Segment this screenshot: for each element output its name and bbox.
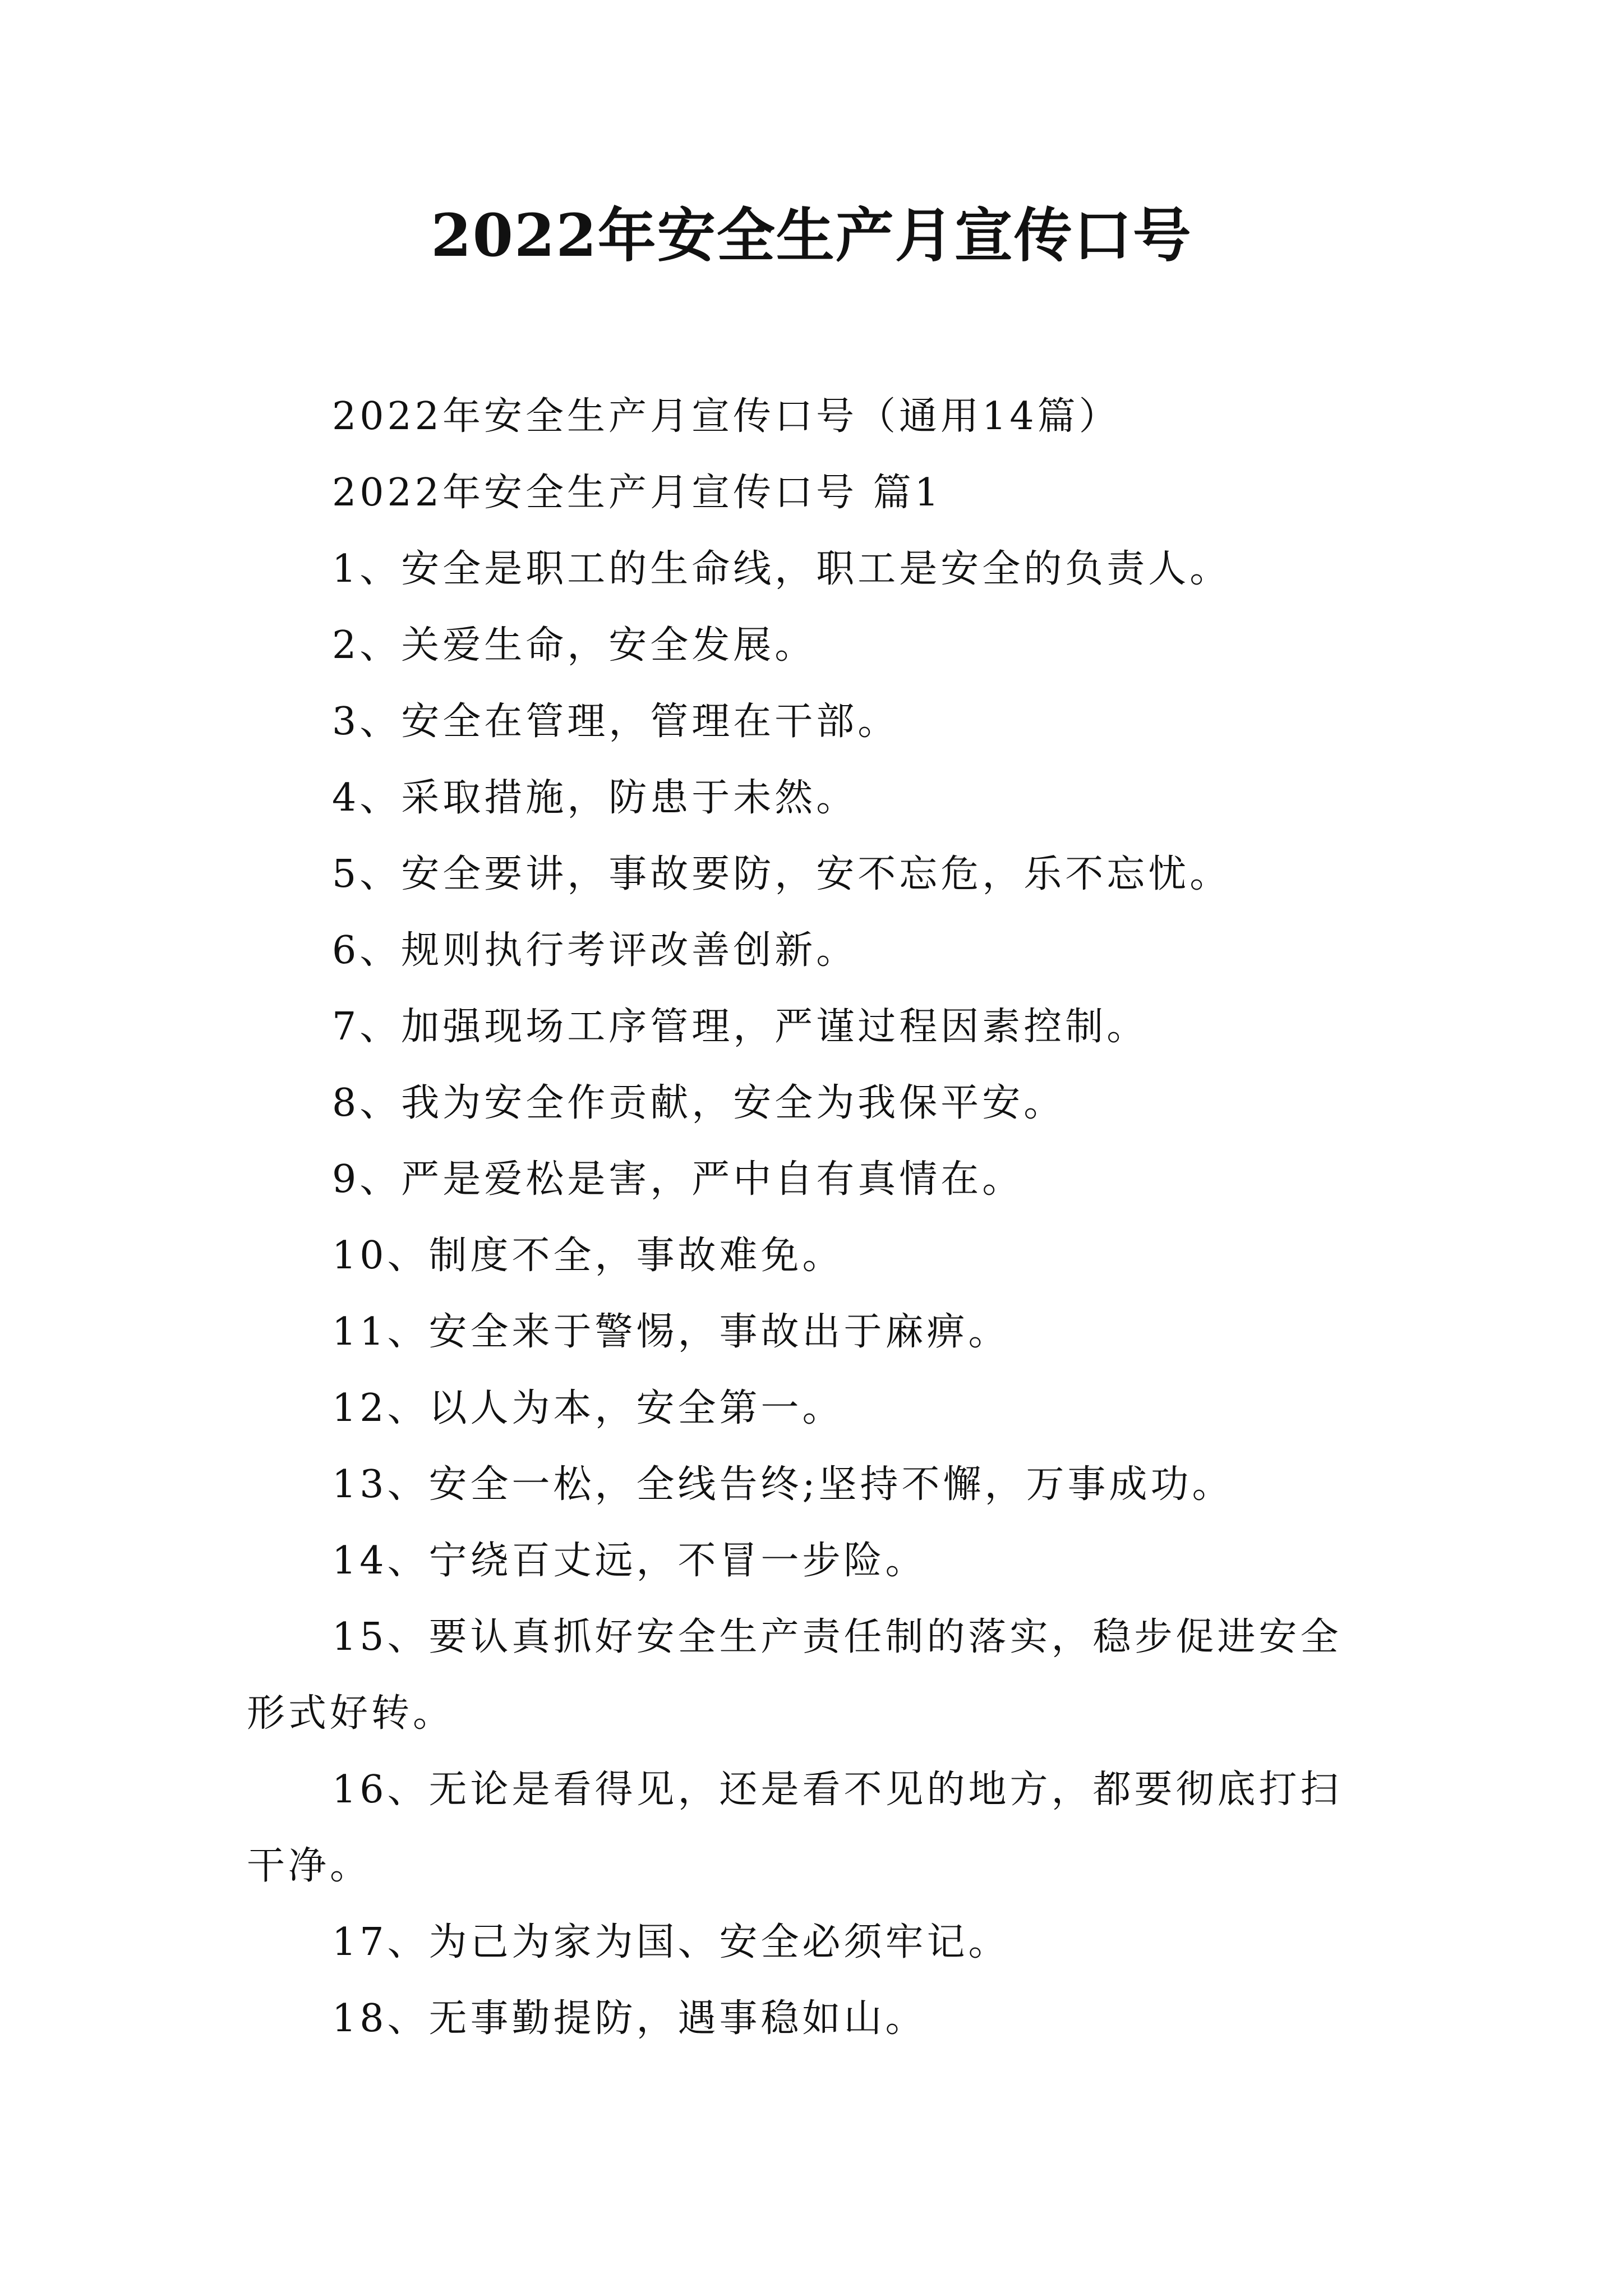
slogan-item: 6、规则执行考评改善创新。 [332, 928, 858, 973]
slogan-item: 2、关爱生命，安全发展。 [332, 623, 817, 668]
slogan-item: 13、安全一松，全线告终;坚持不懈，万事成功。 [332, 1462, 1234, 1507]
slogan-item: 5、安全要讲，事故要防，安不忘危，乐不忘忧。 [332, 852, 1232, 896]
slogan-item: 18、无事勤提防，遇事稳如山。 [332, 1996, 927, 2041]
paragraph-section-heading: 2022年安全生产月宣传口号 篇1 [332, 471, 942, 515]
slogan-item: 4、采取措施，防患于未然。 [332, 776, 858, 820]
slogan-item: 3、安全在管理，管理在干部。 [332, 700, 900, 744]
slogan-item: 10、制度不全，事故难免。 [332, 1234, 844, 1278]
slogan-item: 1、安全是职工的生命线，职工是安全的负责人。 [332, 547, 1232, 591]
paragraph-subtitle: 2022年安全生产月宣传口号（通用14篇） [332, 394, 1121, 439]
slogan-item: 15、要认真抓好安全生产责任制的落实，稳步促进安全形式好转。 [247, 1615, 1342, 1736]
slogan-item: 12、以人为本，安全第一。 [332, 1386, 844, 1430]
slogan-item: 9、严是爱松是害，严中自有真情在。 [332, 1157, 1024, 1202]
slogan-item: 11、安全来于警惕，事故出于麻痹。 [332, 1310, 1010, 1354]
slogan-item: 16、无论是看得见，还是看不见的地方，都要彻底打扫干净。 [247, 1768, 1342, 1888]
slogan-item: 7、加强现场工序管理，严谨过程因素控制。 [332, 1005, 1149, 1049]
slogan-item: 14、宁绕百丈远，不冒一步险。 [332, 1539, 927, 1583]
document-body [247, 379, 1380, 2057]
slogan-item: 17、为己为家为国、安全必须牢记。 [332, 1920, 1010, 1964]
slogan-item: 8、我为安全作贡献，安全为我保平安。 [332, 1081, 1066, 1125]
document-title: 2022年安全生产月宣传口号 [431, 201, 1192, 270]
